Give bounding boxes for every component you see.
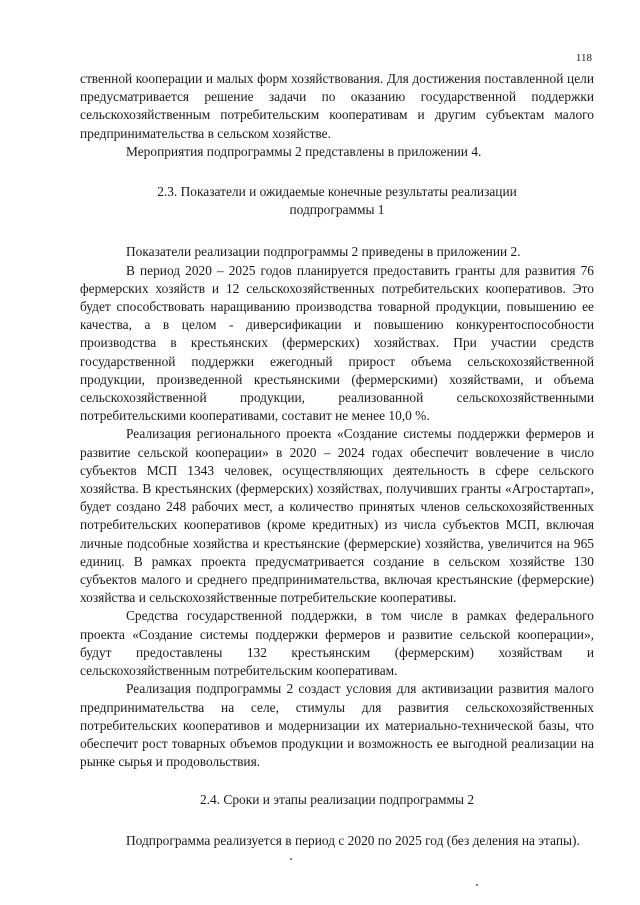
scan-speck (290, 858, 292, 860)
paragraph: Средства государственной поддержки, в том числе в рамках федерального проекта «Создание системы поддержки фермеров и развитие сельской кооперации», будут предоставлены 132 крестьянским (фермерским) хозяйствам и сельскохозяйственным потребительским кооперативам. (80, 608, 594, 679)
heading-line: 2.3. Показатели и ожидаемые конечные результаты реализации (157, 184, 517, 200)
document-body (80, 70, 594, 850)
paragraph: Показатели реализации подпрограммы 2 приведены в приложении 2. (126, 244, 521, 260)
heading-line: подпрограммы 1 (289, 202, 385, 218)
paragraph: В период 2020 – 2025 годов планируется предоставить гранты для развития 76 фермерских хозяйств и 12 сельскохозяйственных потребительских кооперативов. Это будет способствовать наращиванию производства товарной продукции, повышению ее качества, а в целом - диверсификации и повышению конкурентоспособности производства в крестьянских (фермерских) хозяйствах. При участии средств государственной поддержки ежегодный прирост объема сельскохозяйственной продукции, произведенной крестьянскими (фермерскими) хозяйствами, и объема сельскохозяйственной продукции, реализованной сельскохозяйственными потребительскими кооперативами, составит не менее 10,0 %. (80, 262, 594, 424)
page-number: 118 (575, 52, 592, 64)
paragraph: Мероприятия подпрограммы 2 представлены в приложении 4. (126, 143, 482, 159)
section-heading-2-4: 2.4. Сроки и этапы реализации подпрограммы 2 (199, 792, 475, 808)
section-heading-2-3 (80, 183, 594, 219)
paragraph: Реализация регионального проекта «Создание системы поддержки фермеров и развитие сельской кооперации» в 2020 – 2024 годах обеспечит вовлечение в число субъектов МСП 1343 человек, осуществляющих деятельность в сфере сельского хозяйства. В крестьянских (фермерских) хозяйствах, получивших гранты «Агростартап», будет создано 248 рабочих мест, а количество принятых членов сельскохозяйственных потребительских кооперативов (кроме кредитных) из числа субъектов МСП, включая личные подсобные хозяйства и крестьянские (фермерские) хозяйства, увеличится на 965 единиц. В рамках проекта предусматривается создание в сельском хозяйстве 130 субъектов малого и среднего предпринимательства, включая крестьянские (фермерские) хозяйства и сельскохозяйственные потребительские кооперативы. (80, 426, 594, 606)
paragraph: Подпрограмма реализуется в период с 2020 по 2025 год (без деления на этапы). (126, 832, 580, 848)
paragraph: Реализация подпрограммы 2 создаст условия для активизации развития малого предпринимательства на селе, стимулы для развития сельскохозяйственных потребительских кооперативов и модернизации их материально-технической базы, что обеспечит рост товарных объемов продукции и возможность ее выгодной реализации на рынке сырья и продовольствия. (80, 681, 594, 770)
scan-speck (476, 884, 478, 886)
paragraph: ственной кооперации и малых форм хозяйствования. Для достижения поставленной цели предусматривается решение задачи по оказанию государственной поддержки сельскохозяйственным потребительским кооперативам и другим субъектам малого предпринимательства в сельском хозяйстве. (80, 71, 594, 141)
